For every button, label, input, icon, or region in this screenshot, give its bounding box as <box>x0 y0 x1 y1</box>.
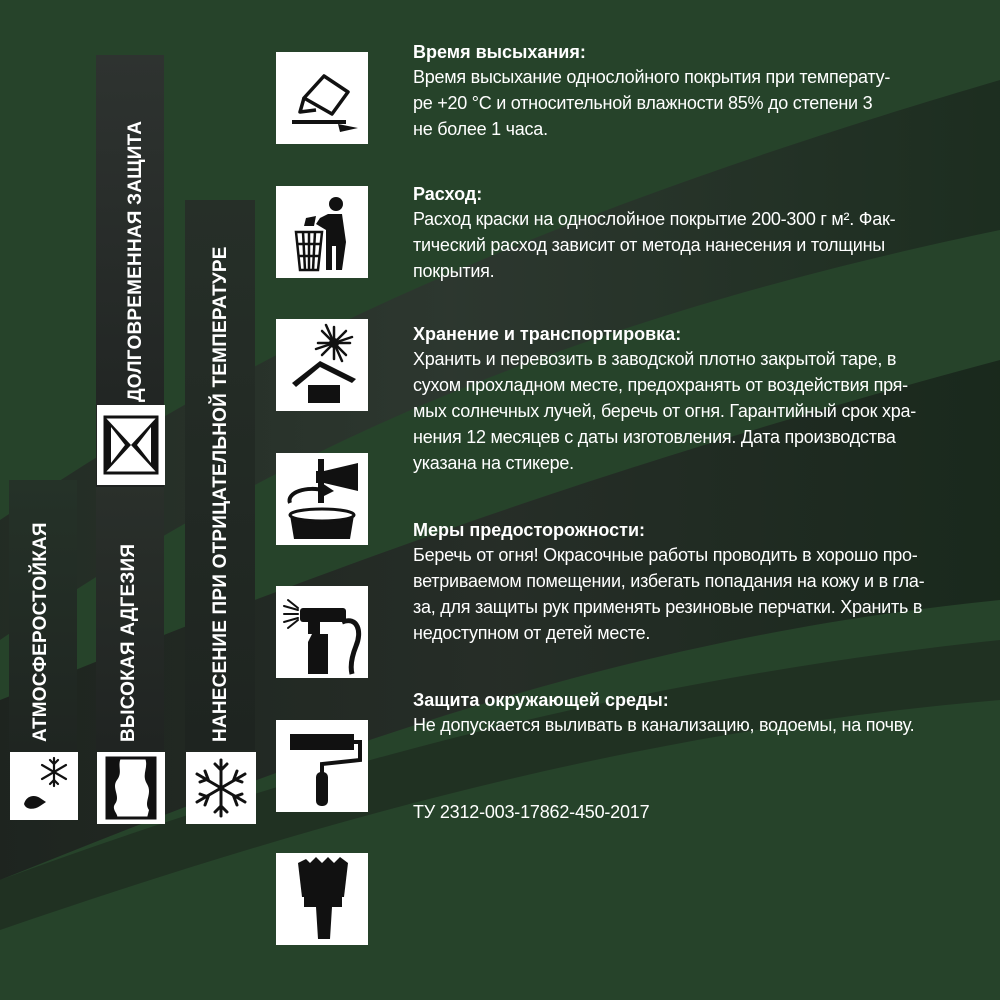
adhesion-layer-icon <box>97 752 165 824</box>
section-title: Хранение и транспортировка: <box>413 324 682 344</box>
section-line: покрытия. <box>413 261 495 281</box>
hourglass-icon <box>97 405 165 485</box>
disposal-icon <box>276 186 368 278</box>
stirring-icon <box>276 453 368 545</box>
section-line: не более 1 часа. <box>413 119 548 139</box>
spray-gun-icon <box>276 586 368 678</box>
section-environment <box>413 688 978 738</box>
section-title: Расход: <box>413 184 483 204</box>
paint-brush-icon <box>276 853 368 945</box>
drying-icon <box>276 52 368 144</box>
section-line: Расход краски на однослойное покрытие 200-300 г м². Фак- <box>413 209 896 229</box>
storage-sun-icon <box>276 319 368 411</box>
technical-spec: ТУ 2312-003-17862-450-2017 <box>413 802 650 822</box>
section-line: за, для защиты рук применять резиновые перчатки. Хранить в <box>413 597 923 617</box>
section-drying <box>413 40 978 142</box>
section-line: Хранить и перевозить в заводской плотно закрытой таре, в <box>413 349 897 369</box>
feature-label-atmosphere: АТМОСФЕРОСТОЙКАЯ <box>30 522 51 742</box>
section-title: Меры предосторожности: <box>413 520 646 540</box>
section-line: ре +20 °С и относительной влажности 85% до степени 3 <box>413 93 873 113</box>
section-storage <box>413 322 978 476</box>
paint-roller-icon <box>276 720 368 812</box>
section-line: Беречь от огня! Окрасочные работы проводить в хорошо про- <box>413 545 918 565</box>
section-line: Время высыхание однослойного покрытия при температу- <box>413 67 891 87</box>
section-line: нения 12 месяцев с даты изготовления. Дата производства <box>413 427 896 447</box>
section-line: Не допускается выливать в канализацию, водоемы, на почву. <box>413 715 915 735</box>
section-line: указана на стикере. <box>413 453 574 473</box>
section-line: сухом прохладном месте, предохранять от воздействия пря- <box>413 375 908 395</box>
section-precautions <box>413 518 978 646</box>
section-line: ветриваемом помещении, избегать попадания на кожу и в гла- <box>413 571 925 591</box>
snowflake-drop-icon <box>10 752 78 820</box>
section-line: недоступном от детей месте. <box>413 623 651 643</box>
feature-label-long-protection: ДОЛГОВРЕМЕННАЯ ЗАЩИТА <box>125 120 146 402</box>
feature-label-negative-temperature: НАНЕСЕНИЕ ПРИ ОТРИЦАТЕЛЬНОЙ ТЕМПЕРАТУРЕ <box>210 246 231 742</box>
snowflake-icon <box>186 752 256 824</box>
section-title: Защита окружающей среды: <box>413 690 669 710</box>
section-line: тический расход зависит от метода нанесения и толщины <box>413 235 885 255</box>
section-consumption <box>413 182 978 284</box>
section-line: мых солнечных лучей, беречь от огня. Гарантийный срок хра- <box>413 401 917 421</box>
section-title: Время высыхания: <box>413 42 586 62</box>
feature-label-adhesion: ВЫСОКАЯ АДГЕЗИЯ <box>118 543 139 742</box>
